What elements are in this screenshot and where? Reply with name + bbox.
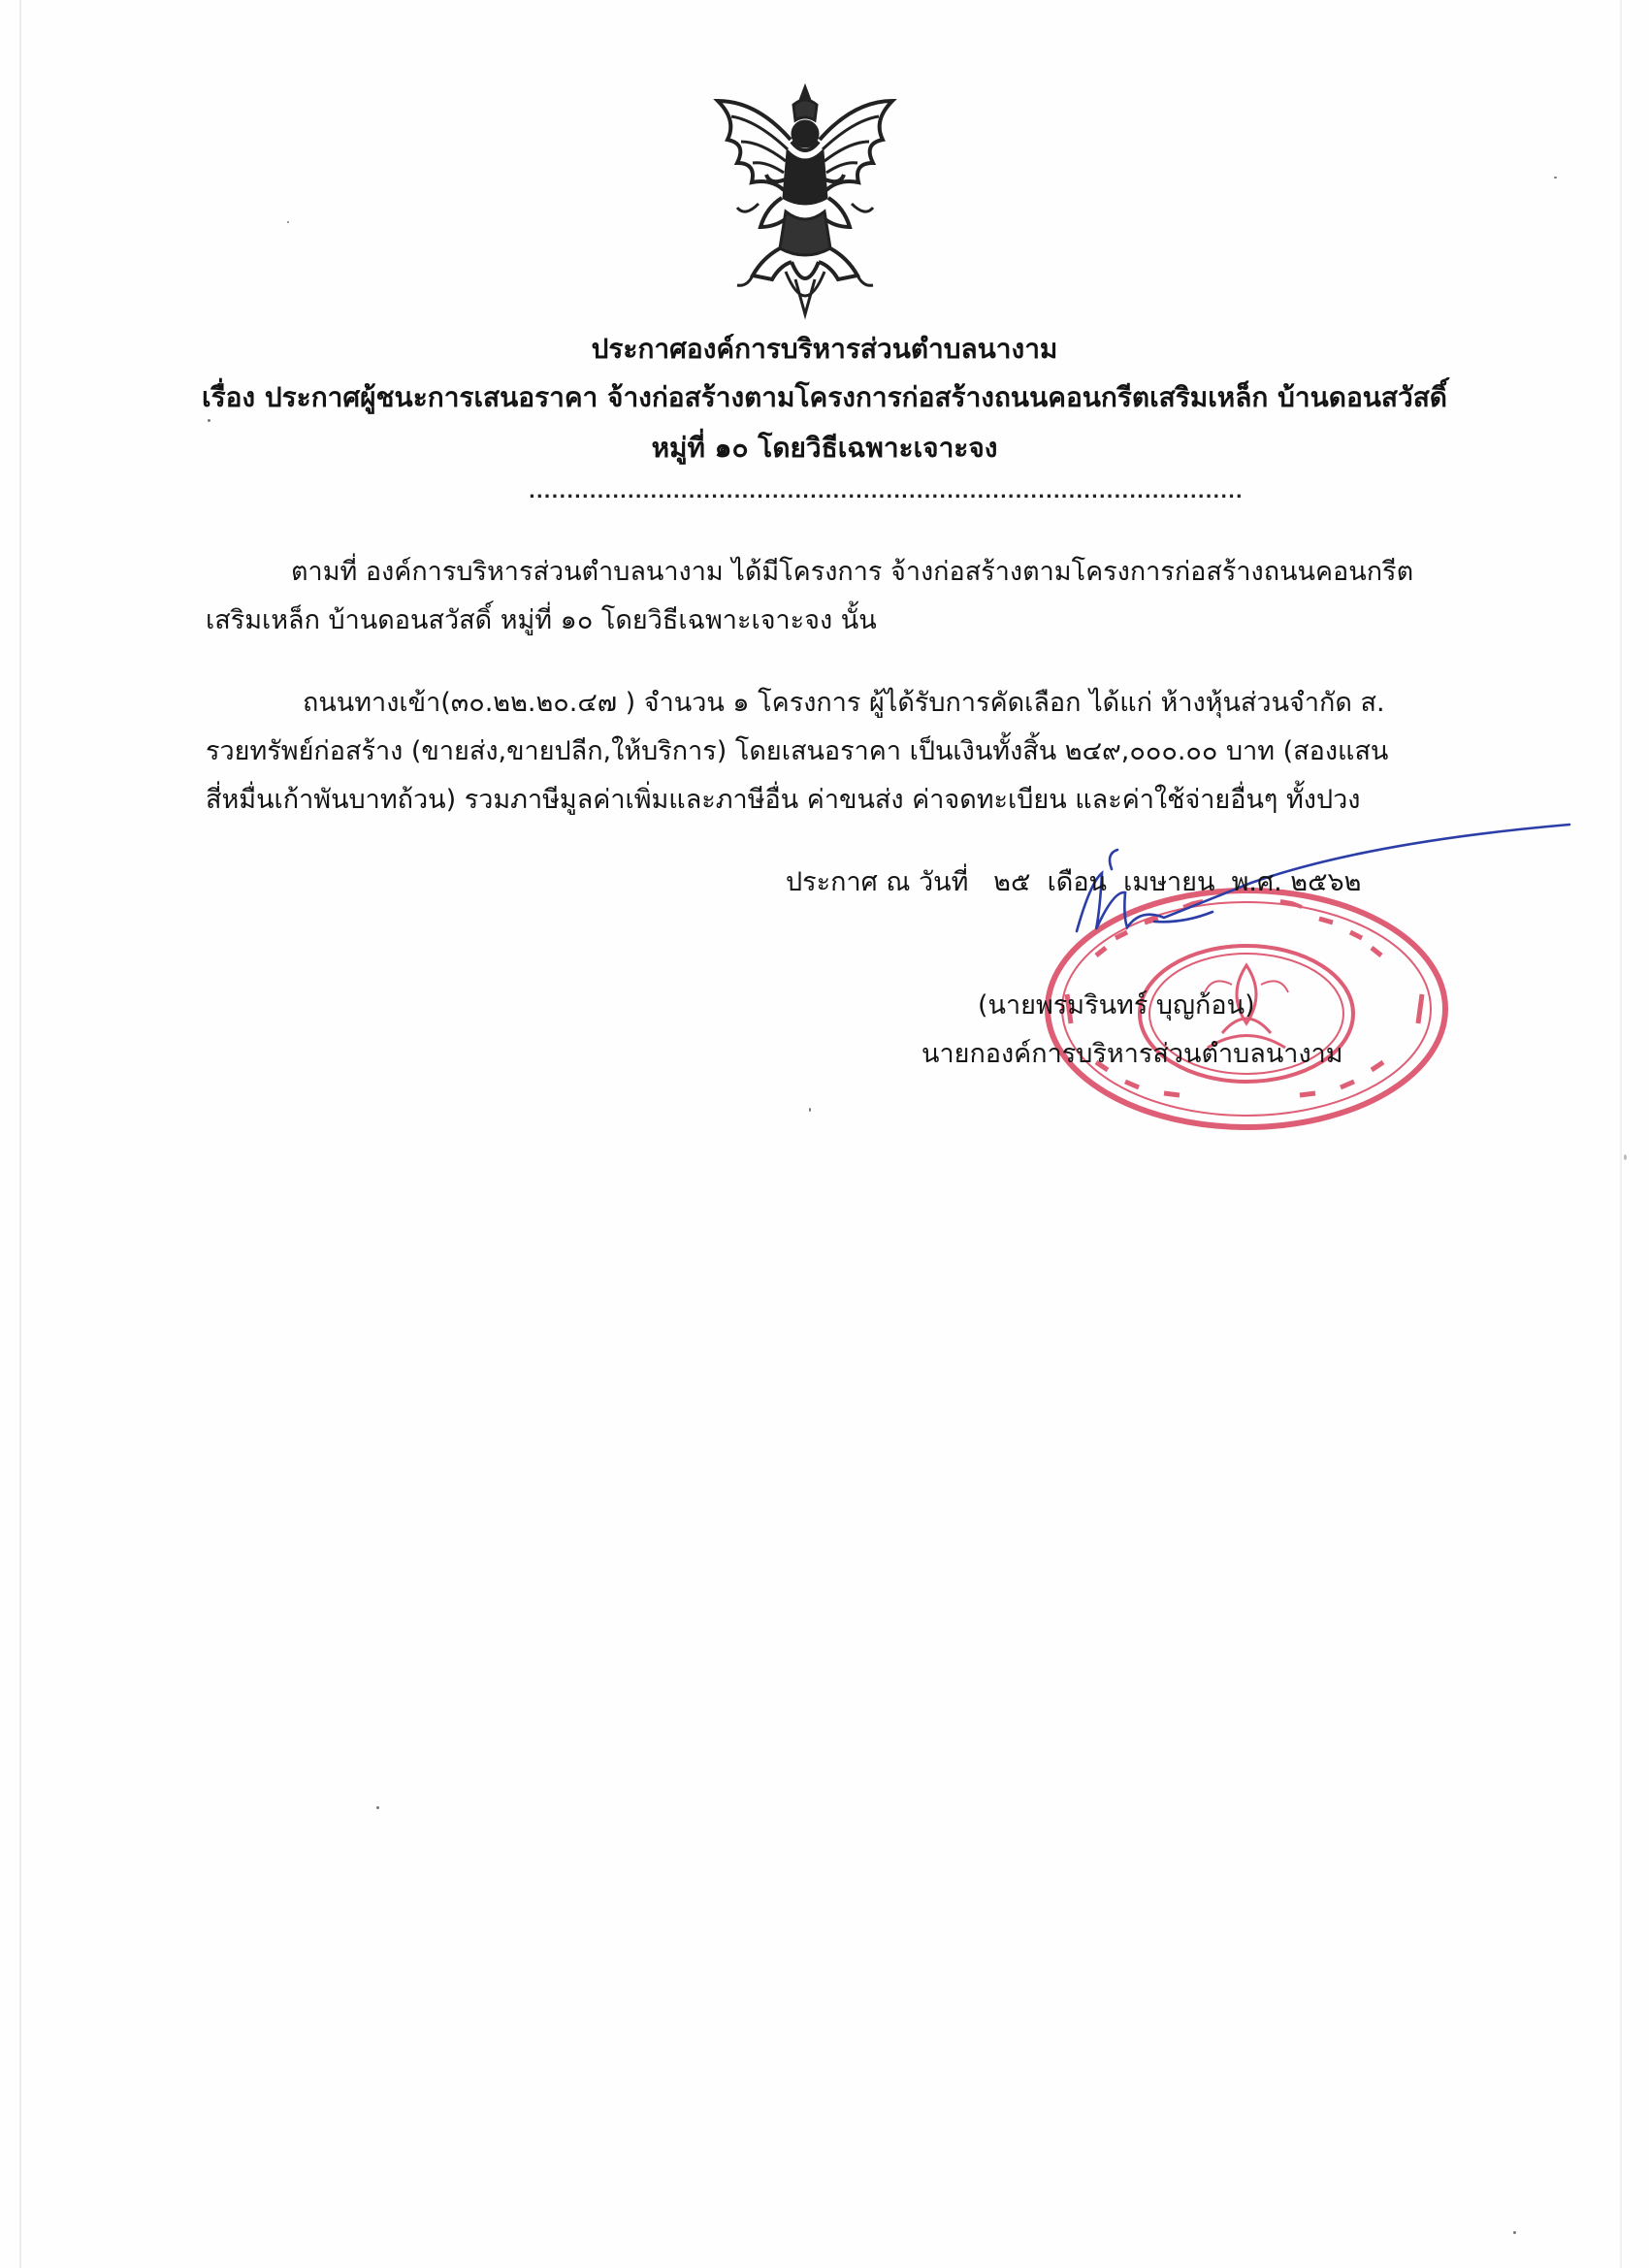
signer-name: (นายพรมรินทร์ บุญก้อน)	[978, 990, 1255, 1021]
organization-heading: ประกาศองค์การบริหารส่วนตำบลนางาม	[591, 333, 1058, 365]
paragraph-1-line-2: เสริมเหล็ก บ้านดอนสวัสดิ์ หมู่ที่ ๑๐ โดยวิธีเฉพาะเจาะจง นั้น	[206, 605, 877, 635]
scan-speck	[376, 1806, 379, 1809]
signer-title: นายกองค์การบริหารส่วนตำบลนางาม	[922, 1039, 1343, 1069]
subject-heading-cont: หมู่ที่ ๑๐ โดยวิธีเฉพาะเจาะจง	[651, 432, 998, 464]
scan-speck	[1513, 2231, 1516, 2234]
paragraph-1-line-1: ตามที่ องค์การบริหารส่วนตำบลนางาม ได้มีโครงการ จ้างก่อสร้างตามโครงการก่อสร้างถนนคอนกรีต	[291, 557, 1414, 587]
heading-divider: ..............................................................................................	[529, 482, 1244, 502]
scan-speck	[208, 419, 210, 422]
paragraph-2-line-3: สี่หมื่นเก้าพันบาทถ้วน) รวมภาษีมูลค่าเพิ่มและภาษีอื่น ค่าขนส่ง ค่าจดทะเบียน และค่าใช้จ่ายอื่นๆ ทั้งปวง	[206, 785, 1361, 815]
garuda-emblem-icon	[698, 81, 912, 324]
subject-heading: เรื่อง ประกาศผู้ชนะการเสนอราคา จ้างก่อสร้างตามโครงการก่อสร้างถนนคอนกรีตเสริมเหล็ก บ้านดอนสวัสดิ์	[202, 381, 1447, 413]
scan-speck	[287, 221, 289, 223]
paragraph-2-line-2: รวยทรัพย์ก่อสร้าง (ขายส่ง,ขายปลีก,ให้บริการ) โดยเสนอราคา เป็นเงินทั้งสิ้น ๒๔๙,๐๐๐.๐๐ บาท (สองแสน	[206, 736, 1389, 766]
scan-speck	[1624, 1154, 1627, 1160]
scan-speck	[809, 1108, 811, 1112]
paragraph-2-line-1: ถนนทางเข้า(๓๐.๒๒.๒๐.๔๗ ) จำนวน ๑ โครงการ ผู้ได้รับการคัดเลือก ได้แก่ ห้างหุ้นส่วนจำกัด ส.	[303, 688, 1385, 718]
announcement-date: ประกาศ ณ วันที่ ๒๕ เดือน เมษายน พ.ศ. ๒๕๖๒	[786, 867, 1362, 897]
scan-speck	[1554, 177, 1557, 178]
